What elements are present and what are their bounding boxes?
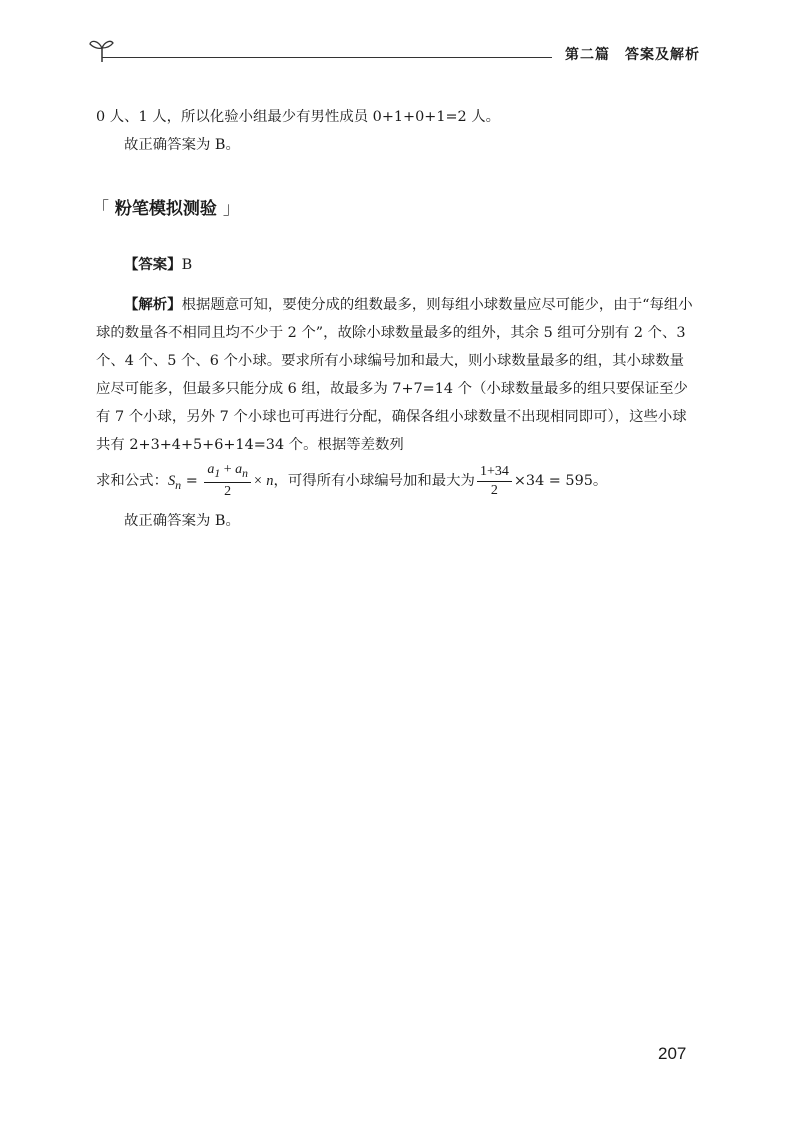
formula-times-n: × n — [252, 473, 274, 489]
answer-line — [96, 251, 696, 279]
section-title-close-bracket: 」 — [222, 199, 240, 219]
conclusion-paragraph: 故正确答案为 B。 — [124, 137, 240, 153]
page-content — [92, 103, 696, 535]
formula-middle-text: ，可得所有小球编号加和最大为 — [273, 473, 475, 489]
fraction-numerator: $a_1 + a_n$ — [204, 462, 251, 484]
section-title-open-bracket: 「 — [92, 199, 109, 219]
calc-result: ×34 = 595。 — [513, 473, 608, 489]
answer-tag: 【答案】 — [124, 257, 182, 273]
analysis-text: 根据题意可知，要使分成的组数最多，则每组小球数量应尽可能少，由于“每组小球的数量各不相同且均不少于 2 个”，故除小球数量最多的组外，其余 5 组可分别有 2 个、3 个、4 个、5 个、6 个小球。要求所有小球编号加和最大，则小球数量最多的组，其小球数量应尽可能多，但最多只能分成 6 组，故最多为 7+7=14 个（小球数量最多的组只要保证至少有 7 个小球，另外 7 个小球也可再进行分配，确保各组小球数量不出现相同即可），这些小球共有 2+3+4+5+6+14=34 个。根据等差数列 — [96, 297, 693, 453]
analysis-paragraph — [96, 291, 696, 459]
calc-fraction — [477, 464, 512, 499]
formula-equals: = — [181, 473, 203, 489]
header-rule — [102, 57, 552, 58]
fraction-denominator: 2 — [224, 484, 232, 500]
answer-value: B — [181, 257, 193, 273]
final-conclusion: 故正确答案为 B。 — [124, 512, 240, 529]
page-number: 207 — [658, 1044, 687, 1063]
formula-lhs: $S_n$ — [167, 473, 182, 492]
calc-denominator: 2 — [490, 482, 498, 498]
section-title — [92, 195, 696, 223]
formula-line — [96, 459, 696, 507]
continued-paragraph: 0 人、1 人，所以化验小组最少有男性成员 0+1+0+1=2 人。 — [96, 109, 501, 125]
sum-formula-fraction — [204, 462, 251, 501]
formula-prefix: 求和公式： — [96, 473, 168, 489]
analysis-tag: 【解析】 — [124, 297, 182, 313]
sprout-icon — [88, 36, 116, 64]
section-title-text: 粉笔模拟测验 — [114, 199, 217, 219]
calc-numerator: 1+34 — [477, 464, 512, 482]
page-header — [88, 36, 700, 66]
section-label: 第二篇 答案及解析 — [565, 47, 700, 63]
